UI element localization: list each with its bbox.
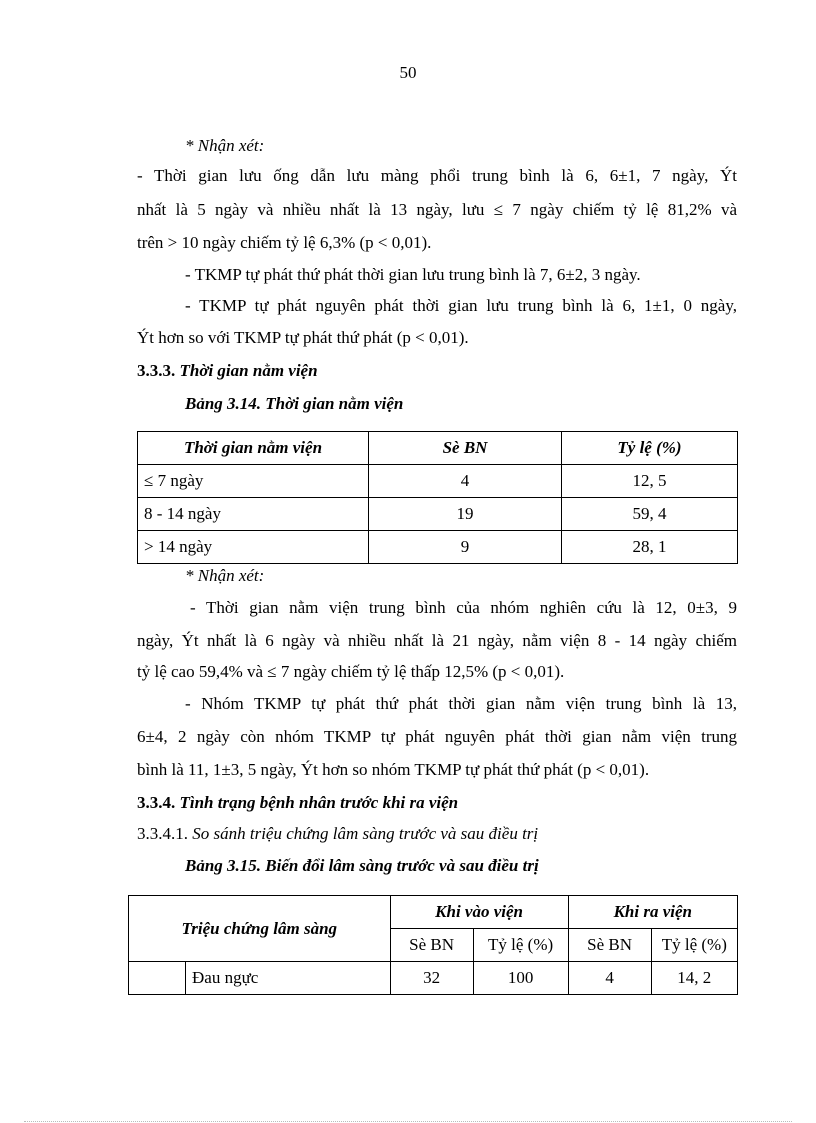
table-cell: 32 [390, 962, 473, 995]
column-header: Triệu chứng lâm sàng [129, 896, 391, 962]
column-subheader: Tỷ lệ (%) [651, 929, 737, 962]
column-header: Thời gian nằm viện [138, 432, 369, 465]
paragraph-line: tỷ lệ cao 59,4% và ≤ 7 ngày chiếm tỷ lệ thấp 12,5% (p < 0,01). [137, 662, 565, 681]
remark-label: * Nhận xét: [185, 136, 265, 155]
table-row [138, 531, 738, 564]
paragraph-line: ngày, Ýt nhất là 6 ngày và nhiều nhất là 21 ngày, nằm viện 8 - 14 ngày chiếm [137, 631, 737, 650]
table-cell: 59, 4 [562, 498, 738, 531]
table-cell: > 14 ngày [138, 531, 369, 564]
paragraph-line: - TKMP tự phát nguyên phát thời gian lưu trung bình là 6, 1±1, 0 ngày, [185, 296, 737, 315]
column-header: Tỷ lệ (%) [562, 432, 738, 465]
table-row [129, 962, 738, 995]
section-title: Tình trạng bệnh nhân trước khi ra viện [179, 793, 459, 812]
paragraph-line: - Nhóm TKMP tự phát thứ phát thời gian nằm viện trung bình là 13, [185, 694, 737, 713]
paragraph-line: bình là 11, 1±3, 5 ngày, Ýt hơn so nhóm TKMP tự phát thứ phát (p < 0,01). [137, 760, 650, 779]
table-cell: 9 [369, 531, 562, 564]
page-number: 50 [399, 63, 417, 82]
length-of-stay-table [137, 431, 738, 564]
clinical-change-table [128, 895, 738, 995]
table-cell: ≤ 7 ngày [138, 465, 369, 498]
subsection-heading [137, 824, 538, 844]
subsection-number: 3.3.4.1. [137, 824, 188, 843]
column-header: Sè BN [369, 432, 562, 465]
paragraph-line: 6±4, 2 ngày còn nhóm TKMP tự phát nguyên phát thời gian nằm viện trung [137, 727, 737, 746]
section-number: 3.3.3. [137, 361, 176, 380]
page-bottom-divider [24, 1121, 792, 1122]
column-subheader: Sè BN [390, 929, 473, 962]
paragraph-line: - Thời gian nằm viện trung bình của nhóm nghiên cứu là 12, 0±3, 9 [190, 598, 737, 617]
table-header-row [129, 896, 738, 929]
table-cell: 4 [568, 962, 651, 995]
section-heading [137, 361, 318, 381]
section-title: Thời gian nằm viện [179, 361, 318, 380]
section-number: 3.3.4. [137, 793, 176, 812]
table-cell: 4 [369, 465, 562, 498]
paragraph-line: - TKMP tự phát thứ phát thời gian lưu trung bình là 7, 6±2, 3 ngày. [185, 265, 641, 284]
subsection-title: So sánh triệu chứng lâm sàng trước và sau điều trị [192, 824, 539, 843]
paragraph-line: trên > 10 ngày chiếm tỷ lệ 6,3% (p < 0,01). [137, 233, 432, 252]
table-row [138, 465, 738, 498]
column-subheader: Sè BN [568, 929, 651, 962]
table-cell: 28, 1 [562, 531, 738, 564]
table-caption: Bảng 3.15. Biến đổi lâm sàng trước và sau điều trị [185, 856, 539, 875]
column-subheader: Tỷ lệ (%) [473, 929, 568, 962]
column-header: Khi vào viện [390, 896, 568, 929]
table-cell: 12, 5 [562, 465, 738, 498]
table-caption: Bảng 3.14. Thời gian nằm viện [185, 394, 404, 413]
remark-label: * Nhận xét: [185, 566, 265, 585]
table-cell [129, 962, 186, 995]
table-header-row [138, 432, 738, 465]
column-header: Khi ra viện [568, 896, 737, 929]
table-row [138, 498, 738, 531]
section-heading [137, 793, 458, 813]
paragraph-line: nhất là 5 ngày và nhiều nhất là 13 ngày, lưu ≤ 7 ngày chiếm tỷ lệ 81,2% và [137, 200, 737, 219]
table-cell: 8 - 14 ngày [138, 498, 369, 531]
table-cell: Đau ngực [186, 962, 391, 995]
paragraph-line: - Thời gian lưu ống dẫn lưu màng phổi trung bình là 6, 6±1, 7 ngày, Ýt [137, 166, 737, 185]
table-cell: 14, 2 [651, 962, 737, 995]
table-cell: 100 [473, 962, 568, 995]
table-cell: 19 [369, 498, 562, 531]
paragraph-line: Ýt hơn so với TKMP tự phát thứ phát (p < 0,01). [137, 328, 469, 347]
